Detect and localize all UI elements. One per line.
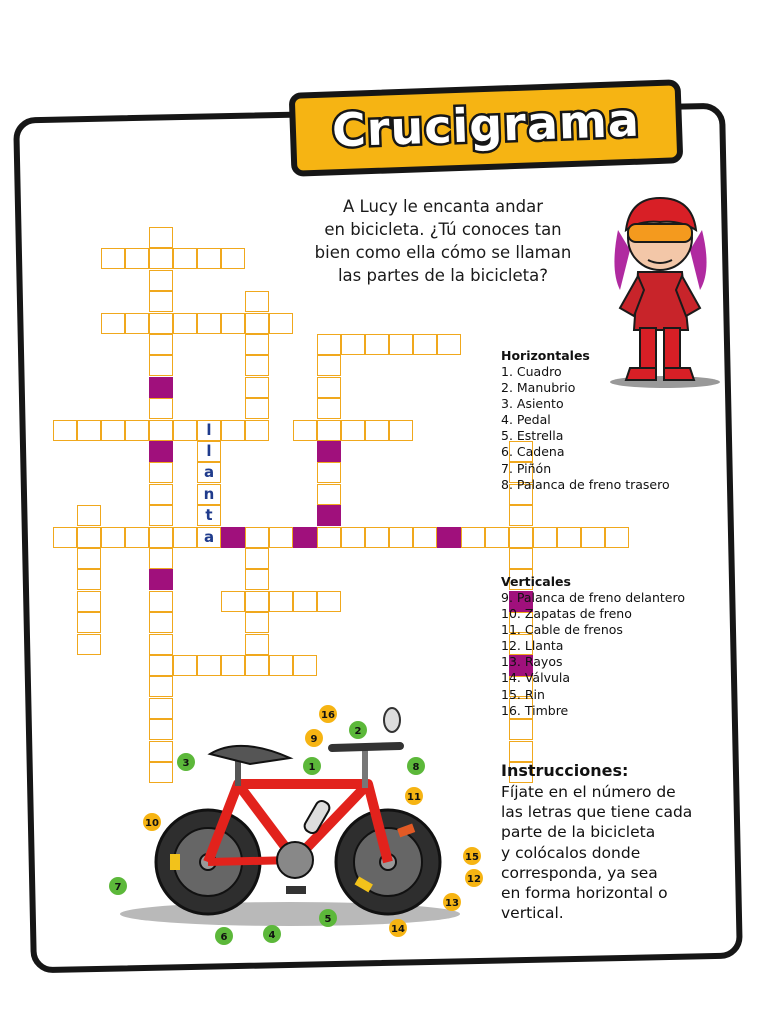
yellow-label-11: [405, 787, 423, 805]
crossword-cell[interactable]: [245, 591, 269, 612]
crossword-cell[interactable]: [173, 313, 197, 334]
crossword-cell[interactable]: [317, 420, 341, 441]
crossword-cell[interactable]: [245, 612, 269, 633]
intro-line: bien como ella cómo se llaman: [314, 243, 572, 262]
crossword-cell[interactable]: [149, 334, 173, 355]
crossword-cell[interactable]: [173, 420, 197, 441]
clue-item: 5. Estrella: [501, 428, 564, 444]
label-text: 1: [308, 762, 316, 773]
crossword-cell[interactable]: [413, 334, 437, 355]
yellow-label-12: [465, 869, 483, 887]
clue-item: 13. Rayos: [501, 654, 563, 670]
crossword-cell[interactable]: [77, 591, 101, 612]
crossword-cell[interactable]: [149, 227, 173, 248]
crossword-cell-marked[interactable]: [149, 441, 173, 462]
clue-item: 16. Timbre: [501, 702, 569, 718]
clue-item: 15. Rin: [501, 686, 545, 702]
crossword-cell[interactable]: [245, 569, 269, 590]
crossword-cell[interactable]: [389, 527, 413, 548]
crossword-cell[interactable]: [245, 634, 269, 655]
crossword-cell[interactable]: [77, 569, 101, 590]
clue-item: 8. Palanca de freno trasero: [501, 476, 670, 492]
label-text: 9: [310, 734, 318, 745]
crossword-cell[interactable]: [341, 527, 365, 548]
green-label-5: [319, 909, 337, 927]
instructions-line: en forma horizontal o: [501, 884, 668, 903]
example-letter: a: [203, 527, 215, 546]
crossword-cell[interactable]: [293, 420, 317, 441]
crossword-cell[interactable]: [581, 527, 605, 548]
example-letter: n: [203, 484, 215, 503]
clue-item: 9. Palanca de freno delantero: [501, 590, 685, 605]
crossword-cell[interactable]: [101, 420, 125, 441]
crossword-cell[interactable]: [533, 527, 557, 548]
crossword-cell[interactable]: [317, 462, 341, 483]
green-label-7: [109, 877, 127, 895]
crossword-cell[interactable]: [509, 719, 533, 740]
label-text: 2: [354, 726, 362, 737]
example-letter: l: [206, 420, 212, 439]
crossword-cell-marked[interactable]: [293, 527, 317, 548]
example-letter: l: [206, 442, 212, 460]
crossword-cell[interactable]: [173, 527, 197, 548]
crossword-cell[interactable]: [149, 270, 173, 291]
instructions-line: vertical.: [501, 904, 564, 923]
crossword-cell[interactable]: [269, 313, 293, 334]
clue-item: 10. Zapatas de freno: [501, 606, 632, 622]
instructions-text: [501, 782, 721, 923]
crossword-cell[interactable]: [365, 527, 389, 548]
crossword-cell[interactable]: [293, 655, 317, 676]
crossword-cell[interactable]: [413, 527, 437, 548]
intro-line: las partes de la bicicleta?: [337, 266, 549, 285]
crossword-cell[interactable]: [269, 655, 293, 676]
crossword-cell[interactable]: [269, 591, 293, 612]
crossword-cell-marked[interactable]: [149, 377, 173, 398]
clue-item: 14. Válvula: [501, 670, 571, 686]
green-label-6: [215, 927, 233, 945]
crossword-cell[interactable]: [149, 484, 173, 505]
label-text: 7: [114, 882, 122, 893]
page-title: Crucigrama: [331, 92, 641, 158]
crossword-cell[interactable]: [149, 676, 173, 697]
clue-item: 2. Manubrio: [501, 380, 576, 396]
label-text: 6: [220, 932, 228, 943]
intro-text: [298, 195, 588, 287]
clue-item: 12. Llanta: [501, 638, 564, 654]
crossword-cell[interactable]: [245, 377, 269, 398]
crossword-cell[interactable]: [77, 505, 101, 526]
yellow-label-16: [319, 705, 337, 723]
crossword-cell[interactable]: [317, 355, 341, 376]
crossword-cell[interactable]: [317, 591, 341, 612]
label-text: 15: [465, 852, 479, 863]
label-text: 16: [321, 710, 335, 721]
crossword-cell[interactable]: [77, 634, 101, 655]
title-banner: [289, 79, 684, 177]
crossword-cell[interactable]: [77, 420, 101, 441]
crossword-cell[interactable]: [149, 291, 173, 312]
crossword-cell[interactable]: [149, 548, 173, 569]
crossword-cell[interactable]: [125, 527, 149, 548]
yellow-label-15: [463, 847, 481, 865]
crossword-cell[interactable]: [221, 655, 245, 676]
crossword-cell[interactable]: [245, 398, 269, 419]
crossword-cell[interactable]: [221, 420, 245, 441]
crossword-cell[interactable]: [485, 527, 509, 548]
crossword-cell[interactable]: [245, 527, 269, 548]
instructions-line: corresponda, ya sea: [501, 863, 658, 882]
crossword-cell[interactable]: [245, 334, 269, 355]
crossword-cell[interactable]: [125, 420, 149, 441]
crossword-cell[interactable]: [149, 462, 173, 483]
crossword-cell[interactable]: [77, 548, 101, 569]
crossword-cell-marked[interactable]: [317, 441, 341, 462]
bicycle-illustration: [100, 700, 500, 950]
green-label-2: [349, 721, 367, 739]
crossword-cell[interactable]: [245, 355, 269, 376]
crossword-cell[interactable]: [437, 334, 461, 355]
lucy-mascot-illustration: [590, 190, 730, 390]
crossword-cell[interactable]: [149, 655, 173, 676]
crossword-cell[interactable]: [221, 248, 245, 269]
horizontal-clues-title: Horizontales: [501, 348, 590, 363]
crossword-cell[interactable]: [149, 591, 173, 612]
crossword-cell[interactable]: [461, 527, 485, 548]
crossword-cell[interactable]: [197, 505, 221, 526]
crossword-cell[interactable]: [317, 398, 341, 419]
crossword-cell[interactable]: [149, 505, 173, 526]
crossword-cell[interactable]: [509, 505, 533, 526]
green-label-1: [303, 757, 321, 775]
clue-item: 6. Cadena: [501, 444, 565, 460]
crossword-cell[interactable]: [509, 548, 533, 569]
crossword-cell[interactable]: [197, 248, 221, 269]
crossword-cell[interactable]: [341, 420, 365, 441]
green-label-8: [407, 757, 425, 775]
crossword-cell[interactable]: [341, 334, 365, 355]
crossword-cell[interactable]: [317, 334, 341, 355]
crossword-cell-marked[interactable]: [437, 527, 461, 548]
crossword-cell[interactable]: [149, 248, 173, 269]
crossword-cell[interactable]: [53, 527, 77, 548]
crossword-cell[interactable]: [197, 527, 221, 548]
crossword-cell[interactable]: [197, 655, 221, 676]
instructions-line: parte de la bicicleta: [501, 823, 656, 842]
crossword-cell[interactable]: [317, 527, 341, 548]
crossword-cell[interactable]: [605, 527, 629, 548]
clue-item: 7. Piñón: [501, 460, 552, 476]
instructions-line: y colócalos donde: [501, 843, 641, 862]
crossword-cell[interactable]: [245, 313, 269, 334]
crossword-cell[interactable]: [365, 334, 389, 355]
crossword-cell[interactable]: [221, 313, 245, 334]
crossword-cell[interactable]: [149, 313, 173, 334]
crossword-cell[interactable]: [197, 313, 221, 334]
example-letter: a: [203, 463, 215, 482]
crossword-cell[interactable]: [53, 420, 77, 441]
instructions-line: Fíjate en el número de: [501, 783, 676, 801]
instructions-line: las letras que tiene cada: [501, 803, 693, 822]
intro-line: en bicicleta. ¿Tú conoces tan: [324, 220, 562, 239]
green-label-3: [177, 753, 195, 771]
crossword-cell[interactable]: [245, 291, 269, 312]
clue-item: 4. Pedal: [501, 412, 551, 428]
crossword-cell[interactable]: [269, 527, 293, 548]
crossword-cell[interactable]: [197, 462, 221, 483]
yellow-label-14: [389, 919, 407, 937]
crossword-cell[interactable]: [77, 527, 101, 548]
crossword-cell[interactable]: [149, 612, 173, 633]
crossword-cell[interactable]: [365, 420, 389, 441]
label-text: 5: [324, 914, 332, 925]
crossword-cell[interactable]: [149, 355, 173, 376]
crossword-cell[interactable]: [101, 313, 125, 334]
clue-item: 1. Cuadro: [501, 364, 562, 379]
yellow-label-10: [143, 813, 161, 831]
crossword-cell[interactable]: [197, 484, 221, 505]
yellow-label-13: [443, 893, 461, 911]
crossword-cell[interactable]: [317, 484, 341, 505]
crossword-cell[interactable]: [149, 420, 173, 441]
crossword-cell[interactable]: [149, 634, 173, 655]
crossword-cell-marked[interactable]: [149, 569, 173, 590]
crossword-cell[interactable]: [125, 313, 149, 334]
horizontal-clues-list: [501, 364, 670, 493]
clue-item: 3. Asiento: [501, 396, 564, 412]
crossword-cell[interactable]: [125, 248, 149, 269]
crossword-cell[interactable]: [101, 527, 125, 548]
label-text: 8: [412, 762, 420, 773]
crossword-cell[interactable]: [317, 377, 341, 398]
crossword-cell[interactable]: [197, 441, 221, 462]
clue-item: 11. Cable de frenos: [501, 622, 623, 638]
yellow-label-9: [305, 729, 323, 747]
crossword-cell[interactable]: [77, 612, 101, 633]
label-text: 14: [391, 924, 405, 935]
label-text: 12: [467, 874, 481, 885]
label-text: 3: [182, 758, 190, 769]
instructions-title: Instrucciones:: [501, 761, 629, 780]
label-text: 13: [445, 898, 459, 909]
crossword-cell[interactable]: [149, 527, 173, 548]
crossword-cell[interactable]: [245, 548, 269, 569]
crossword-cell[interactable]: [173, 655, 197, 676]
crossword-cell[interactable]: [245, 655, 269, 676]
crossword-cell[interactable]: [197, 420, 221, 441]
crossword-cell[interactable]: [245, 420, 269, 441]
crossword-cell[interactable]: [509, 741, 533, 762]
crossword-cell[interactable]: [173, 248, 197, 269]
label-text: 4: [268, 930, 276, 941]
example-letter: t: [205, 506, 213, 525]
vertical-clues-list: [501, 590, 685, 719]
crossword-cell[interactable]: [293, 591, 317, 612]
crossword-cell-marked[interactable]: [317, 505, 341, 526]
crossword-cell[interactable]: [221, 591, 245, 612]
crossword-cell[interactable]: [101, 248, 125, 269]
crossword-cell[interactable]: [389, 420, 413, 441]
green-label-4: [263, 925, 281, 943]
crossword-cell[interactable]: [389, 334, 413, 355]
vertical-clues-title: Verticales: [501, 574, 571, 589]
crossword-cell[interactable]: [509, 527, 533, 548]
crossword-cell-marked[interactable]: [221, 527, 245, 548]
crossword-cell[interactable]: [557, 527, 581, 548]
intro-line: A Lucy le encanta andar: [343, 197, 543, 216]
label-text: 10: [145, 818, 159, 829]
label-text: 11: [407, 792, 421, 803]
crossword-cell[interactable]: [149, 398, 173, 419]
